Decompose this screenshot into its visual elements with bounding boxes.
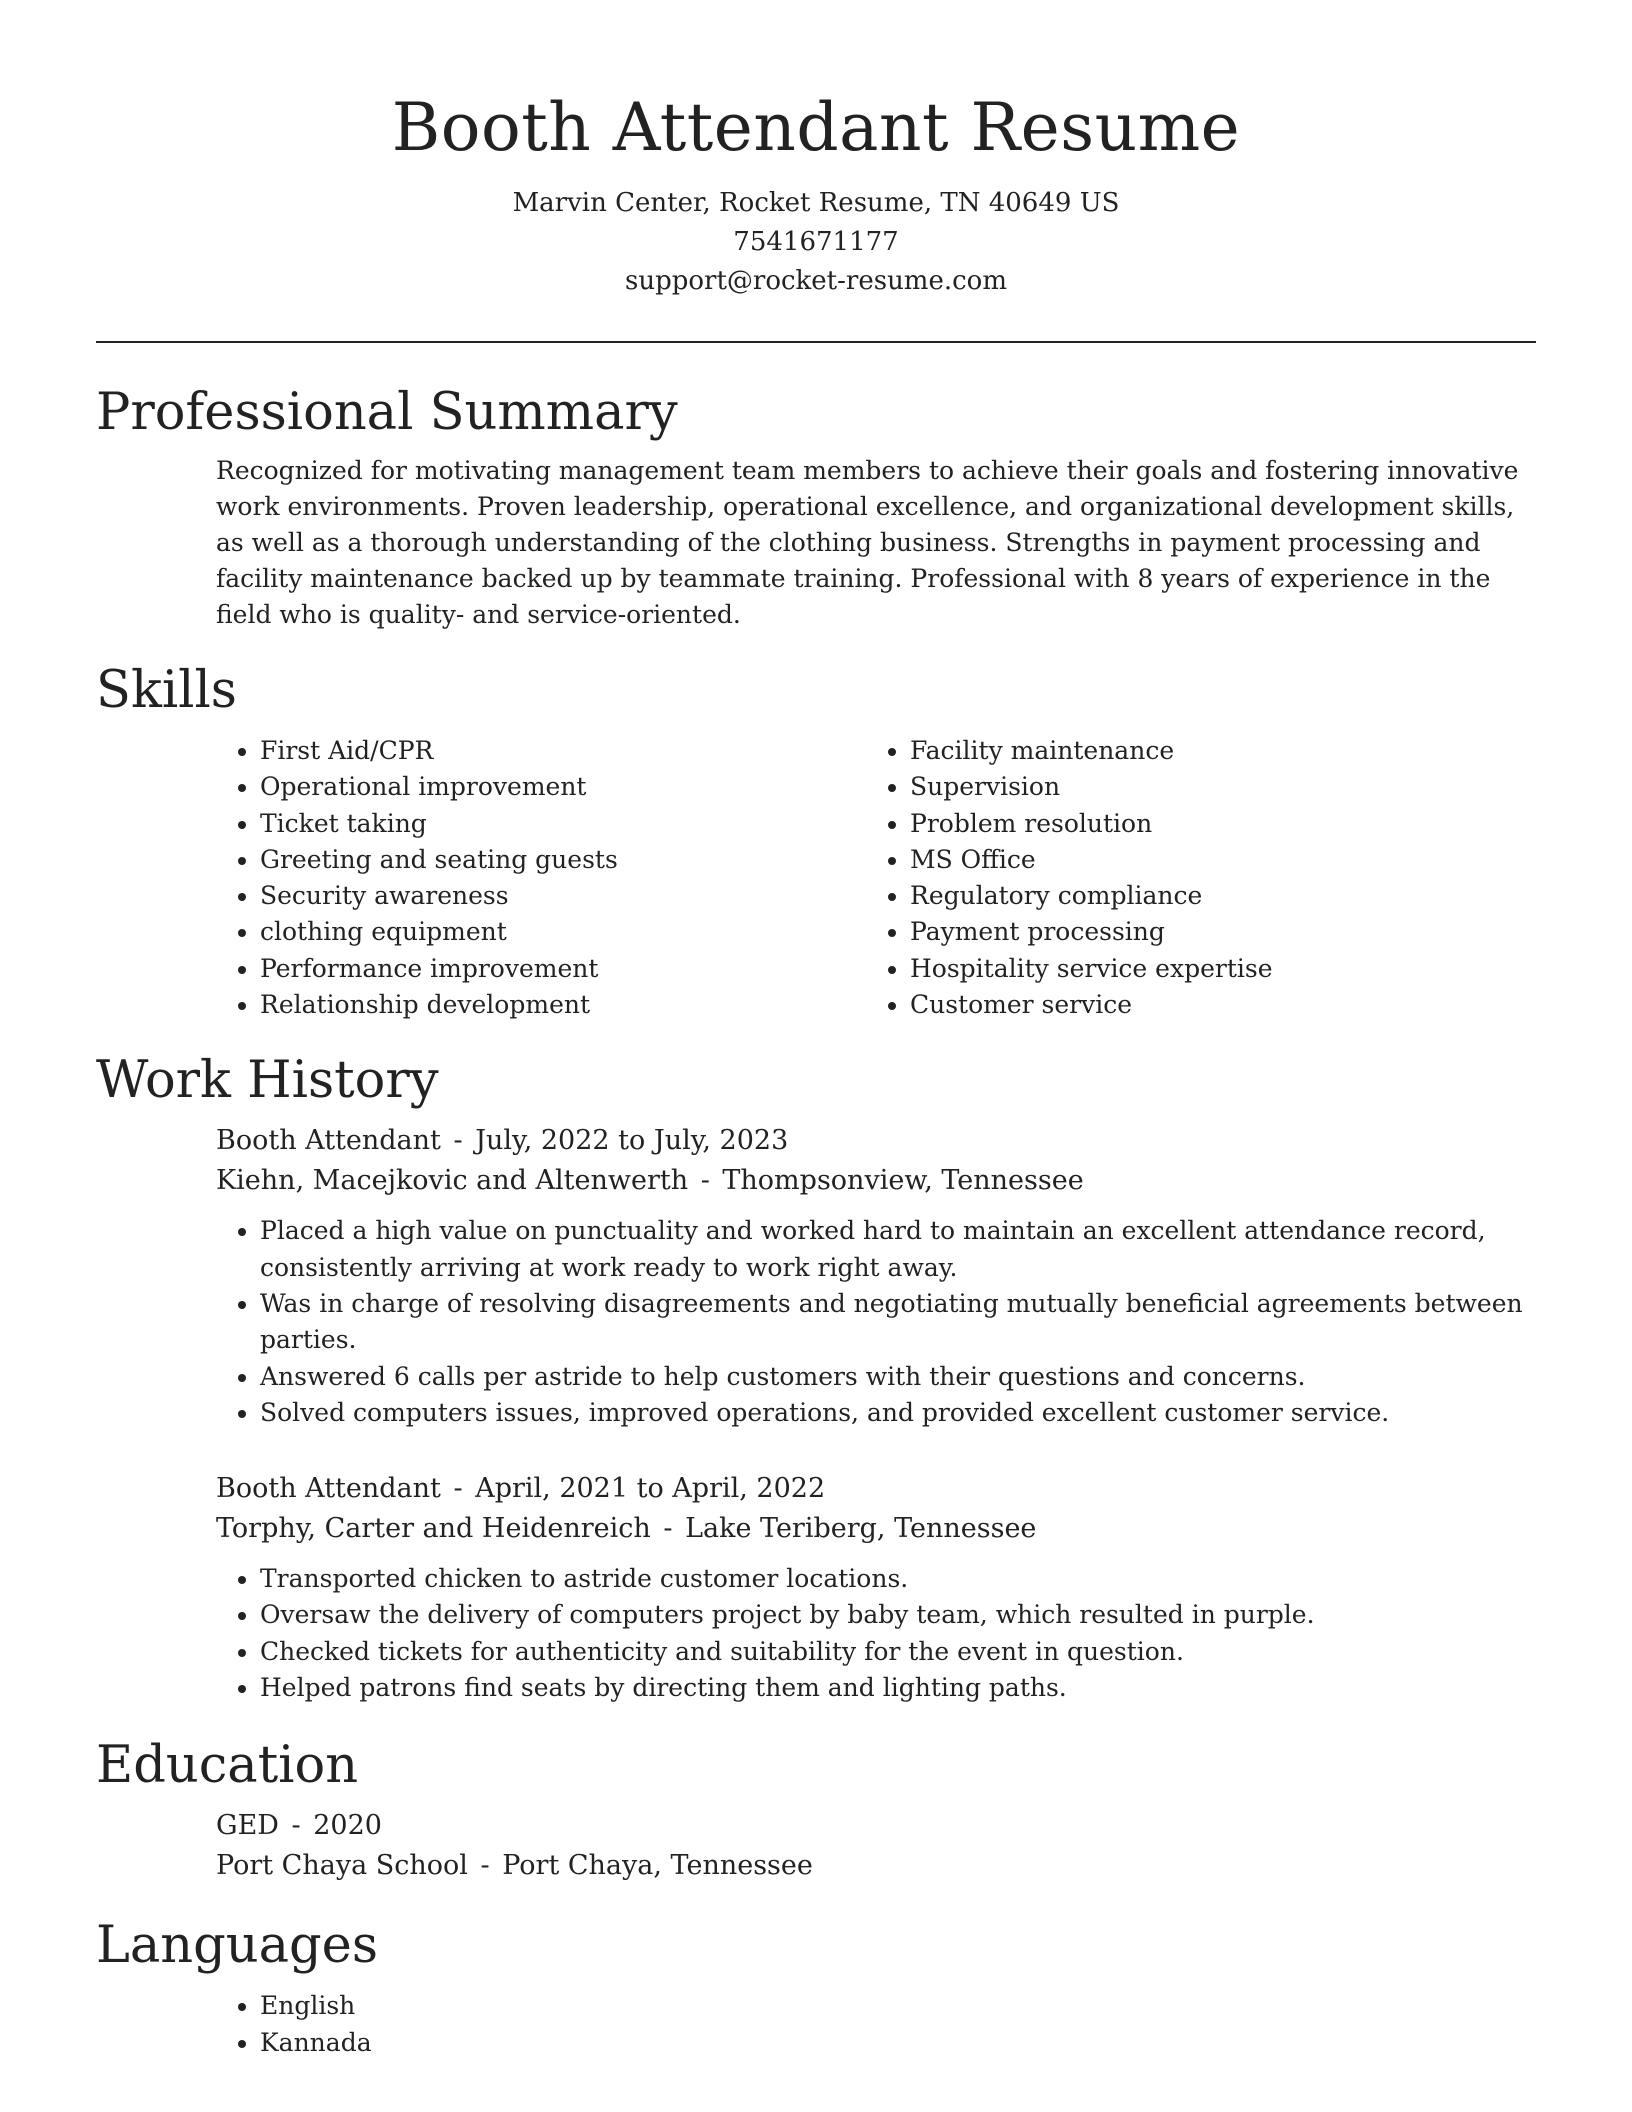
section-skills	[96, 659, 1536, 1023]
skills-column-right	[866, 733, 1516, 1023]
summary-text: Recognized for motivating management team members to achieve their goals and fostering innovative work environments. Proven leadership, operational excellence, and organizational development skills, as well as a thorough understanding of the clothing business. Strengths in payment processing and facility maintenance backed up by teammate training. Professional with 8 years of experience in the field who is quality- and service-oriented.	[216, 456, 1519, 629]
contact-email: support@rocket-resume.com	[624, 266, 1007, 296]
job-duty: • Solved computers issues, improved operations, and provided excellent customer service.	[260, 1395, 1536, 1431]
job-title-line	[216, 1469, 1536, 1509]
section-education	[96, 1734, 1536, 1886]
skill-item: • Relationship development	[260, 987, 866, 1023]
education-degree-separator: -	[291, 1810, 301, 1842]
contact-info	[96, 184, 1536, 301]
contact-phone: 7541671177	[733, 227, 899, 257]
job-duty: • Checked tickets for authenticity and suitability for the event in question.	[260, 1634, 1536, 1670]
section-title-work-history: Work History	[96, 1051, 439, 1111]
education-location: Port Chaya, Tennessee	[502, 1850, 813, 1882]
job-duty: • Placed a high value on punctuality and worked hard to maintain an excellent attendance record, consistently arriving at work ready to work right away.	[260, 1213, 1536, 1286]
education-entry	[216, 1806, 1536, 1886]
skill-item: • MS Office	[910, 842, 1516, 878]
education-school-separator: -	[480, 1850, 490, 1882]
job-duty: • Was in charge of resolving disagreements and negotiating mutually beneficial agreements between parties.	[260, 1286, 1536, 1359]
skills-column-left	[216, 733, 866, 1023]
skill-item: • Security awareness	[260, 878, 866, 914]
resume-title: Booth Attendant Resume	[391, 89, 1241, 166]
job-duties	[216, 1213, 1536, 1431]
job-title: Booth Attendant	[216, 1473, 441, 1505]
skill-item: • clothing equipment	[260, 914, 866, 950]
job-entry	[216, 1121, 1536, 1431]
job-duty: • Transported chicken to astride customer locations.	[260, 1561, 1536, 1597]
language-item: • English	[260, 1988, 1536, 2024]
job-title: Booth Attendant	[216, 1125, 441, 1157]
education-degree: GED	[216, 1810, 279, 1842]
job-company-separator: -	[700, 1165, 710, 1197]
section-title-languages: Languages	[96, 1916, 379, 1976]
skill-item: • Operational improvement	[260, 769, 866, 805]
education-school: Port Chaya School	[216, 1850, 468, 1882]
education-school-line	[216, 1846, 1536, 1886]
skill-item: • Customer service	[910, 987, 1516, 1023]
skill-item: • Supervision	[910, 769, 1516, 805]
education-degree-line	[216, 1806, 1536, 1846]
skills-list-right	[866, 733, 1516, 1023]
languages-list-wrap	[216, 1988, 1536, 2061]
section-professional-summary	[96, 381, 1536, 633]
job-entry	[216, 1469, 1536, 1706]
job-duty: • Helped patrons find seats by directing them and lighting paths.	[260, 1670, 1536, 1706]
skill-item: • Performance improvement	[260, 951, 866, 987]
skill-item: • Greeting and seating guests	[260, 842, 866, 878]
job-title-separator: -	[453, 1125, 463, 1157]
header-divider	[96, 341, 1536, 343]
job-company-line	[216, 1509, 1536, 1549]
job-dates: April, 2021 to April, 2022	[475, 1473, 826, 1505]
job-duty: • Oversaw the delivery of computers project by baby team, which resulted in purple.	[260, 1597, 1536, 1633]
job-company-separator: -	[663, 1513, 673, 1545]
skill-item: • Regulatory compliance	[910, 878, 1516, 914]
skill-item: • Problem resolution	[910, 806, 1516, 842]
section-title-summary: Professional Summary	[96, 383, 678, 442]
job-title-line	[216, 1121, 1536, 1161]
resume-header	[96, 0, 1536, 301]
skill-item: • Facility maintenance	[910, 733, 1516, 769]
job-company-line	[216, 1161, 1536, 1201]
skills-list-left	[216, 733, 866, 1023]
job-company: Kiehn, Macejkovic and Altenwerth	[216, 1165, 689, 1197]
section-title-education: Education	[96, 1736, 359, 1796]
skill-item: • Payment processing	[910, 914, 1516, 950]
language-item: • Kannada	[260, 2025, 1536, 2061]
job-dates: July, 2022 to July, 2023	[475, 1125, 789, 1157]
skill-item: • Hospitality service expertise	[910, 951, 1516, 987]
job-location: Thompsonview, Tennessee	[722, 1165, 1084, 1197]
education-year: 2020	[313, 1810, 382, 1842]
contact-address: Marvin Center, Rocket Resume, TN 40649 US	[512, 188, 1120, 218]
job-duties	[216, 1561, 1536, 1706]
job-location: Lake Teriberg, Tennessee	[685, 1513, 1037, 1545]
section-work-history	[96, 1049, 1536, 1706]
skill-item: • First Aid/CPR	[260, 733, 866, 769]
languages-list	[216, 1988, 1536, 2061]
job-company: Torphy, Carter and Heidenreich	[216, 1513, 651, 1545]
job-title-separator: -	[453, 1473, 463, 1505]
skills-columns	[216, 733, 1536, 1023]
section-title-skills: Skills	[96, 661, 237, 720]
job-duty: • Answered 6 calls per astride to help customers with their questions and concerns.	[260, 1359, 1536, 1395]
skill-item: • Ticket taking	[260, 806, 866, 842]
section-languages	[96, 1914, 1536, 2061]
